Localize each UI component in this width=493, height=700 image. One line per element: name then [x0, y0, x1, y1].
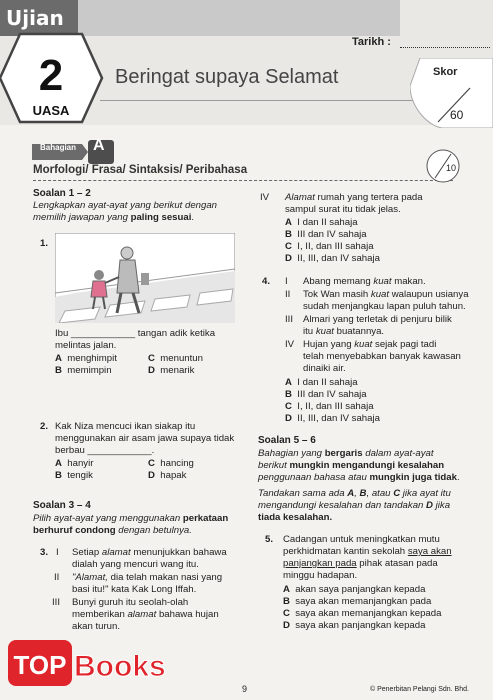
q3-item-iii-2: memberikan alamat bahawa hujan	[72, 609, 219, 620]
q5-stem-2: perkhidmatan kantin sekolah saya akan	[283, 546, 452, 557]
q3-4-instruction-2: berhuruf condong dengan betulnya.	[33, 525, 192, 536]
q4-item-iv-label: IV	[285, 339, 295, 350]
q4-item-iv: Hujan yang kuat sejak pagi tadi	[303, 339, 437, 350]
q1-stem-2: melintas jalan.	[55, 340, 117, 351]
q5-stem-4: minggu hadapan.	[283, 570, 358, 581]
q5-option-d[interactable]: D saya akan panjangkan kepada	[283, 620, 426, 631]
q3-option-a[interactable]: A I dan II sahaja	[285, 217, 358, 228]
q3-item-i-2: dialah yang mencuri wang itu.	[72, 559, 199, 570]
q1-number: 1.	[40, 238, 49, 249]
q1-option-d[interactable]: D menarik	[148, 365, 195, 376]
q3-item-iii-label: III	[52, 597, 60, 608]
q4-item-ii-2: sudah menjangkau lapan puluh tahun.	[303, 301, 466, 312]
q2-option-c[interactable]: C hancing	[148, 458, 194, 469]
q4-item-iii-2: itu kuat buatannya.	[303, 326, 385, 337]
q4-item-iv-3: dinaiki air.	[303, 363, 346, 374]
date-line	[400, 47, 490, 48]
q5-option-b[interactable]: B saya akan memanjangkan pada	[283, 596, 432, 607]
q5-6-instruction-6: tiada kesalahan.	[258, 512, 333, 523]
q3-option-c[interactable]: C I, II, dan III sahaja	[285, 241, 374, 252]
q3-4-instruction-1: Pilih ayat-ayat yang menggunakan perkataan	[33, 513, 229, 524]
page-title: Beringat supaya Selamat	[115, 66, 339, 88]
q2-stem-2: menggunakan air asam jawa supaya tidak	[55, 433, 235, 444]
section-letter: A	[93, 137, 105, 154]
q3-item-ii: "Alamat, dia telah makan nasi yang	[72, 572, 223, 583]
q5-stem-1: Cadangan untuk meningkatkan mutu	[283, 534, 440, 545]
q4-item-i-label: I	[285, 276, 288, 287]
q3-item-ii-label: II	[54, 572, 60, 583]
q3-option-b[interactable]: B III dan IV sahaja	[285, 229, 367, 240]
q3-item-iii: Bunyi guruh itu seolah-olah	[72, 597, 189, 608]
q5-number: 5.	[265, 534, 274, 545]
section-tag: Bahagian	[40, 143, 77, 152]
q3-option-d[interactable]: D II, III, dan IV sahaja	[285, 253, 380, 264]
section-rule	[33, 180, 453, 181]
q5-6-instruction-5: mengandungi kesalahan dan tandakan D jika	[258, 500, 451, 511]
q4-item-iv-2: telah menyebabkan banyak kawasan	[303, 351, 461, 362]
topbooks-logo	[8, 638, 178, 694]
q3-item-i: Setiap alamat menunjukkan bahawa	[72, 547, 227, 558]
q1-option-c[interactable]: C menuntun	[148, 353, 203, 364]
q1-2-instruction-1: Lengkapkan ayat-ayat yang berikut dengan	[33, 200, 218, 211]
q3-item-iv-2: sampul surat itu tidak jelas.	[285, 204, 401, 215]
q4-item-iii-label: III	[285, 314, 293, 325]
q3-item-ii-2: basi itu!" kata Kak Long Iffah.	[72, 584, 197, 595]
q4-item-i: Abang memang kuat makan.	[303, 276, 426, 287]
q4-item-ii-label: II	[285, 289, 291, 300]
score-total: 60	[450, 108, 464, 122]
q4-option-d[interactable]: D II, III, dan IV sahaja	[285, 413, 380, 424]
q4-number: 4.	[262, 276, 271, 287]
q5-option-a[interactable]: A akan saya panjangkan kepada	[283, 584, 426, 595]
unit-number: 2	[38, 51, 64, 100]
q2-stem-3: berbau ____________.	[55, 445, 155, 456]
q3-item-iv-label: IV	[260, 192, 270, 203]
crossing-illustration	[55, 233, 235, 323]
q1-stem-1: Ibu ____________ tangan adik ketika	[55, 328, 216, 339]
q4-item-iii: Almari yang terletak di penjuru bilik	[303, 314, 452, 325]
q4-option-b[interactable]: B III dan IV sahaja	[285, 389, 367, 400]
logo-books-text: Books	[74, 650, 166, 683]
ujian-tag: Ujian	[0, 0, 78, 36]
q2-option-d[interactable]: D hapak	[148, 470, 187, 481]
q1-2-instruction-2: memilih jawapan yang paling sesuai.	[33, 212, 195, 223]
q3-4-heading: Soalan 3 – 4	[33, 500, 91, 511]
q1-2-heading: Soalan 1 – 2	[33, 188, 91, 199]
score-label: Skor	[433, 66, 458, 78]
q5-6-instruction-1: Bahagian yang bergaris dalam ayat-ayat	[258, 448, 434, 459]
q4-option-c[interactable]: C I, II, dan III sahaja	[285, 401, 374, 412]
copyright: © Penerbitan Pelangi Sdn. Bhd.	[370, 686, 469, 693]
logo-top-text: TOP	[13, 650, 67, 680]
q5-6-instruction-4: Tandakan sama ada A, B, atau C jika ayat itu	[258, 488, 451, 499]
q4-item-ii: Tok Wan masih kuat walaupun usianya	[303, 289, 469, 300]
q3-item-iii-3: akan turun.	[72, 621, 121, 632]
q5-6-heading: Soalan 5 – 6	[258, 435, 316, 446]
q3-number: 3.	[40, 547, 49, 558]
q3-item-i-label: I	[56, 547, 59, 558]
q1-option-b[interactable]: B memimpin	[55, 365, 112, 376]
unit-badge-label: UASA	[32, 103, 70, 118]
q2-option-a[interactable]: A hanyir	[55, 458, 94, 469]
q2-option-b[interactable]: B tengik	[55, 470, 93, 481]
q5-option-c[interactable]: C saya akan memanjangkan kepada	[283, 608, 442, 619]
q1-option-a[interactable]: A menghimpit	[55, 353, 117, 364]
date-label: Tarikh :	[352, 36, 391, 48]
page-number: 9	[242, 684, 248, 694]
q5-6-instruction-2: berikut mungkin mengandungi kesalahan	[258, 460, 445, 471]
q5-stem-3: panjangkan pada pihak atasan pada	[283, 558, 438, 569]
q4-option-a[interactable]: A I dan II sahaja	[285, 377, 358, 388]
unit-badge	[0, 28, 110, 128]
section-marks: 10	[446, 163, 457, 173]
q5-6-instruction-3: penggunaan bahasa atau mungkin juga tidak.	[258, 472, 460, 483]
section-subtitle: Morfologi/ Frasa/ Sintaksis/ Peribahasa	[33, 164, 248, 176]
q2-stem-1: Kak Niza mencuci ikan siakap itu	[55, 421, 196, 432]
q2-number: 2.	[40, 421, 49, 432]
q3-item-iv: Alamat rumah yang tertera pada	[285, 192, 423, 203]
